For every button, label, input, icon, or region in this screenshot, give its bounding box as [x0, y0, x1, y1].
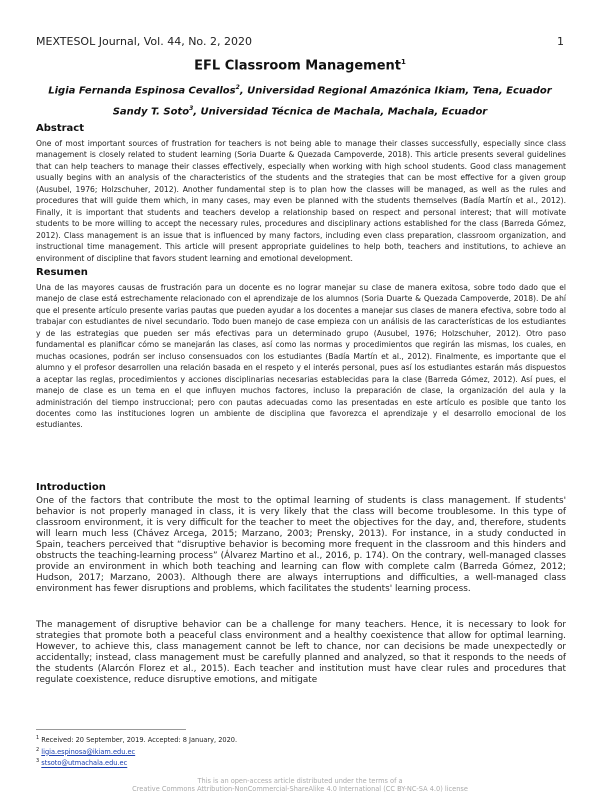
- license-line-1: This is an open-access article distributed under the terms of a: [197, 777, 403, 785]
- footnote-rule: [36, 729, 186, 730]
- resumen-heading: Resumen: [36, 267, 88, 278]
- author-block: [30, 79, 570, 122]
- article-title: [0, 58, 600, 73]
- footnote-marker: 2: [36, 746, 40, 753]
- author-footnote-marker: 3: [189, 105, 194, 113]
- introduction-paragraph-2: The management of disruptive behavior can be a challenge for many teachers. Hence, it is necessary to look for strategies that promote both a peaceful class environment and a healthy coexistence that allow for optimal learning. However, to achieve this, class management cannot be left to chance, nor can decisions be made unexpectedly or accidentally; instead, class management must be carefully planned and analyzed, so that it responds to the needs of the students (Alarcón Florez et al., 2015). Each teacher and institution must have clear rules and procedures that regulate coexistence, reduce disruptive emotions, and mitigate: [36, 620, 566, 686]
- page-number: 1: [557, 35, 564, 48]
- footnotes: [36, 734, 566, 769]
- license-line-2: Creative Commons Attribution-NonCommercial-ShareAlike 4.0 International (CC BY-NC-SA 4.0) license: [132, 785, 468, 793]
- author-affiliation: , Universidad Técnica de Machala, Machala, Ecuador: [193, 106, 488, 118]
- license-notice: [0, 777, 600, 793]
- introduction-heading: Introduction: [36, 482, 106, 493]
- resumen-text: Una de las mayores causas de frustración para un docente es no lograr manejar su clase de manera exitosa, sobre todo dado que el manejo de clase está estrechamente relacionado con el aprendizaje de los alumnos (Soria Duarte & Quezada Campoverde, 2018). De ahí que el presente artículo presente varias pautas que pueden ayudar a los docentes a manejar sus clases de manera efectiva, sobre todo al trabajar con estudiantes de nivel secundario. Todo buen manejo de case empieza con un análisis de las características de los estudiantes y de las estrategias que pueden ser más efectivas para un determinado grupo (Ausubel, 1976; Holzschuher, 2012). Otro paso fundamental es planificar cómo se manejarán las clases, así como las normas y procedimientos que regirán las mismas, los cuales, en muchas ocasiones, podrán ser incluso consensuados con los estudiantes (Badía Martín et al., 2012). Finalmente, es importante que el alumno y el profesor desarrollen una relación basada en el respeto y el interés personal, pues así los estudiantes estarán más dispuestos a aceptar las reglas, procedimientos y acciones disciplinarias necesarias establecidas para la clase (Barreda Gómez, 2012). Así pues, el manejo de clase es un tema en el que influyen muchos factores, incluso la preparación de clase, la organización del aula y la administración del tiempo instruccional; pero con pautas adecuadas como las presentadas en este artículo es posible que tanto los docentes como las instituciones logren un ambiente de disciplina que favorezca el aprendizaje y el desarrollo emocional de los estudiantes.: [36, 283, 566, 430]
- journal-citation: MEXTESOL Journal, Vol. 44, No. 2, 2020: [36, 35, 252, 48]
- running-head: [36, 35, 564, 48]
- title-footnote-marker: 1: [400, 58, 406, 66]
- author-affiliation: , Universidad Regional Amazónica Ikiam, Tena, Ecuador: [239, 85, 552, 97]
- author-name: Ligia Fernanda Espinosa Cevallos: [48, 85, 236, 97]
- author-line-2: [30, 100, 570, 121]
- footnote-1: [36, 734, 566, 746]
- abstract-text: One of most important sources of frustration for teachers is not being able to manage their classes successfully, especially since class management is closely related to student learning (Soria Duarte & Quezada Campoverde, 2018). This article presents several guidelines that can help teachers to manage their classes effectively, especially when working with high school students. Good class management usually begins with an analysis of the characteristics of the students and the strategies that can be most effective for a given group (Ausubel, 1976; Holzschuher, 2012). Another fundamental step is to plan how the classes will be managed, as well as the rules and procedures that will guide them which, in many cases, may even be planned with the students themselves (Badía Martín et al., 2012). Finally, it is important that students and teachers develop a relationship based on respect and personal interest; that will motivate students to be more willing to accept the necessary rules, procedures and disciplinary actions established for the class (Barreda Gómez, 2012). Class management is an issue that is influenced by many factors, including even class preparation, classroom organization, and instructional time management. This article will present appropriate guidelines to help both, teachers and institutions, to achieve an environment of discipline that favors student learning and emotional development.: [36, 139, 566, 263]
- article-title-text: EFL Classroom Management: [194, 58, 401, 74]
- footnote-text: Received: 20 September, 2019. Accepted: 8 January, 2020.: [41, 736, 238, 745]
- footnote-marker: 3: [36, 758, 40, 765]
- author-email-link[interactable]: ligia.espinosa@ikiam.edu.ec: [41, 747, 136, 756]
- footnote-marker: 1: [36, 735, 40, 741]
- author-email-link[interactable]: stsoto@utmachala.edu.ec: [41, 759, 128, 768]
- footnote-3: [36, 757, 566, 769]
- introduction-paragraph-1: One of the factors that contribute the most to the optimal learning of students is class management. If students' behavior is not properly managed in class, it is very likely that the class will become troublesome. In this type of classroom environment, it is very difficult for the teacher to meet the objectives for the day, and, therefore, students will learn much less (Chávez Arcega, 2015; Marzano, 2003; Prensky, 2013). For instance, in a study conducted in Spain, teachers perceived that “disruptive behavior is becoming more frequent in the classroom and this hinders and obstructs the teaching-learning process” (Álvarez Martino et al., 2016, p. 174). On the contrary, well-managed classes provide an environment in which both teaching and learning can flow with complete calm (Barreda Gómez, 2012; Hudson, 2017; Marzano, 2003). Although there are always interruptions and difficulties, a well-managed class environment has fewer disruptions and problems, which facilitates the students' learning process.: [36, 496, 566, 595]
- author-name: Sandy T. Soto: [112, 106, 190, 118]
- author-line-1: [30, 79, 570, 100]
- footnote-2: [36, 746, 566, 758]
- author-footnote-marker: 2: [235, 84, 240, 91]
- abstract-heading: Abstract: [36, 123, 85, 134]
